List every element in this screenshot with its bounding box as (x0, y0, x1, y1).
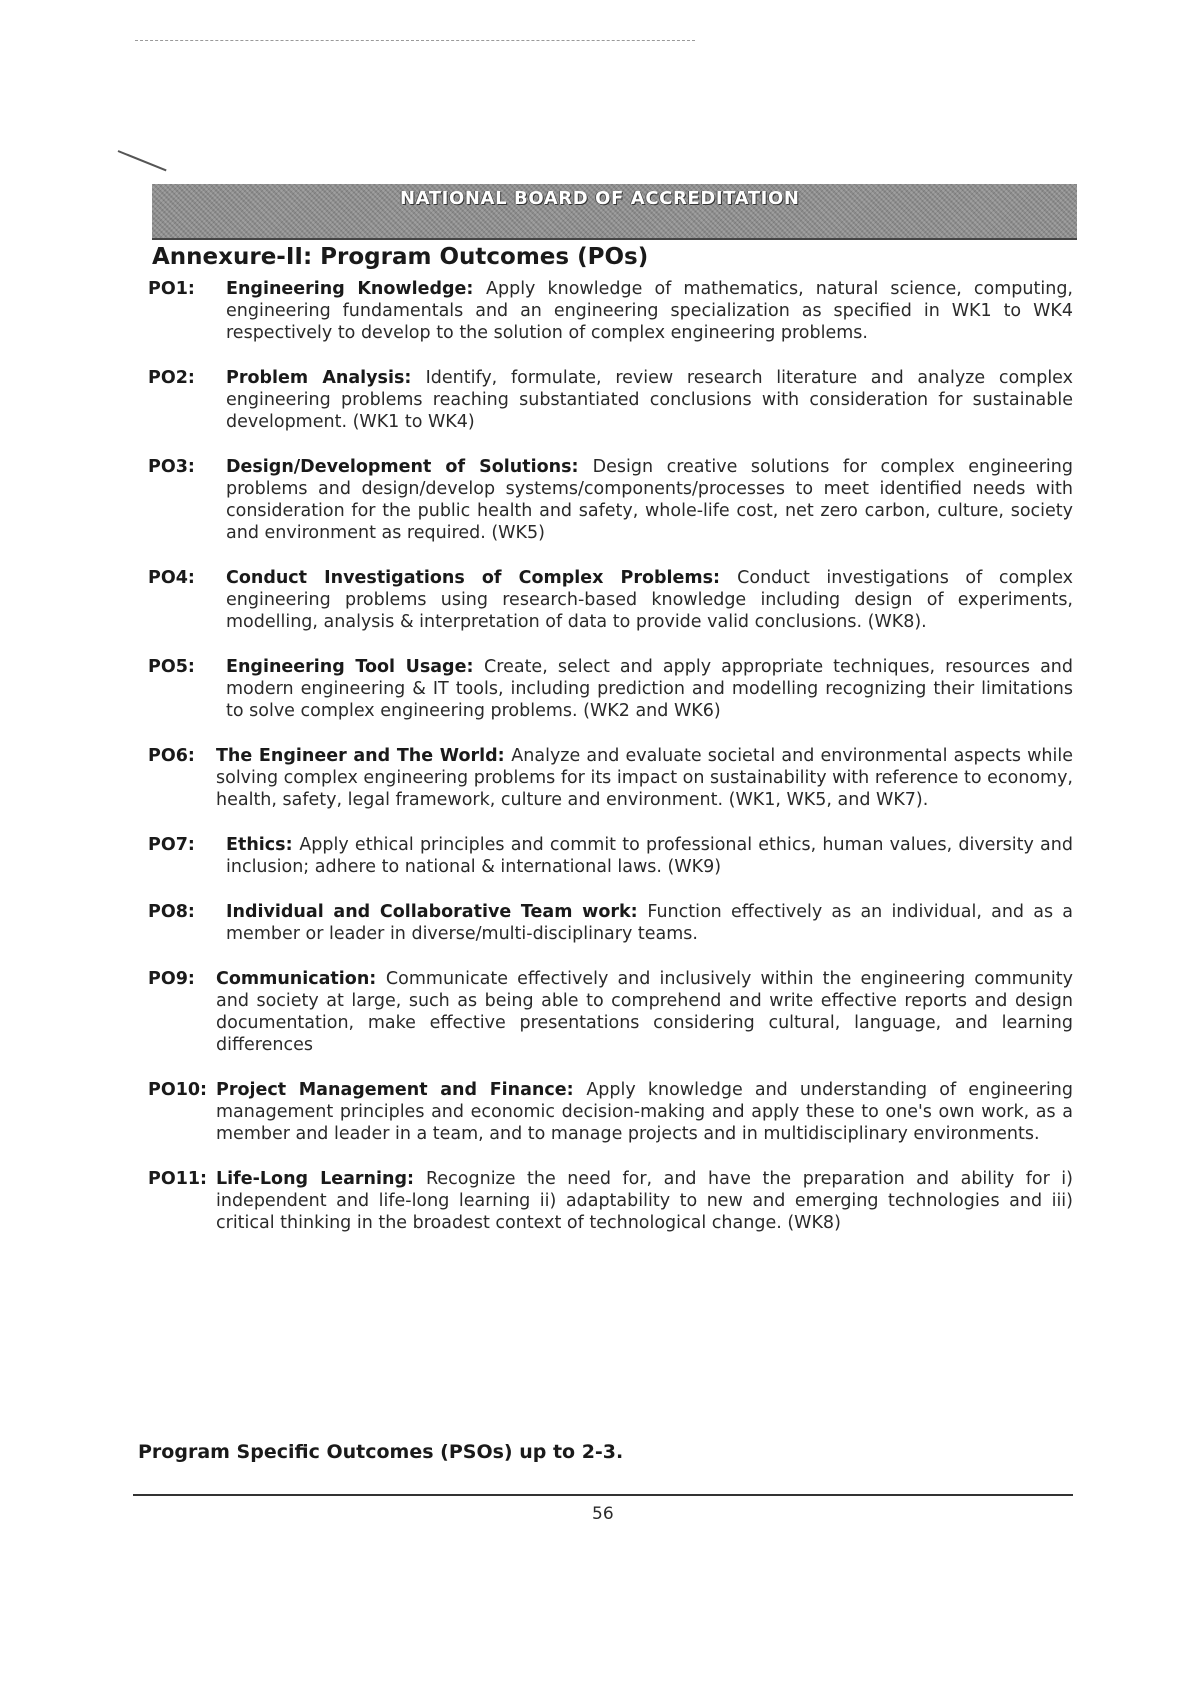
outcome-text: Recognize the need for, and have the preparation and ability for i) independent and life-long learning ii) adaptability to new and emerging technologies and iii) critical thinking in the broadest context of technological change. (WK8) (216, 1169, 1073, 1233)
outcome-text: Apply ethical principles and commit to professional ethics, human values, diversity and inclusion; adhere to national & international laws. (WK9) (226, 835, 1073, 877)
outcome-heading: Individual and Collaborative Team work: (226, 902, 648, 922)
outcome-heading: Design/Development of Solutions: (226, 457, 593, 477)
outcome-code: PO7: (148, 835, 195, 855)
outcome-code: PO8: (148, 902, 195, 922)
outcome-text: Design creative solutions for complex engineering problems and design/develop systems/components/processes to meet identified needs with consideration for the public health and safety, whole-life cost, net zero carbon, culture, society and environment as required. (WK5) (226, 457, 1073, 543)
annexure-title: Annexure-II: Program Outcomes (POs) (152, 244, 649, 270)
outcome-text: Conduct investigations of complex engineering problems using research-based knowledge including design of experiments, modelling, analysis & interpretation of data to provide valid conclusions. (WK8). (226, 568, 1074, 632)
outcome-heading: Conduct Investigations of Complex Problems: (226, 568, 738, 588)
outcome-code: PO11: (148, 1169, 208, 1189)
corner-pen-mark (118, 150, 167, 171)
outcome-text: Function effectively as an individual, and as a member or leader in diverse/multi-disciplinary teams. (226, 902, 1073, 944)
program-outcomes-list (148, 278, 1073, 1257)
outcome-po9 (148, 968, 1073, 1056)
outcome-body (216, 968, 1073, 1056)
outcome-heading: The Engineer and The World: (216, 746, 512, 766)
outcome-body (216, 745, 1073, 811)
outcome-code: PO4: (148, 568, 195, 588)
outcome-po11 (148, 1168, 1073, 1234)
outcome-po7 (148, 834, 1073, 878)
outcome-body (226, 834, 1073, 878)
outcome-text: Create, select and apply appropriate techniques, resources and modern engineering & IT tools, including prediction and modelling recognizing their limitations to solve complex engineering problems. (WK2 and WK6) (226, 657, 1073, 721)
outcome-po10 (148, 1079, 1073, 1145)
outcome-heading: Project Management and Finance: (216, 1080, 587, 1100)
outcome-code: PO5: (148, 657, 195, 677)
banner-title: NATIONAL BOARD OF ACCREDITATION (400, 188, 800, 209)
outcome-text: Apply knowledge of mathematics, natural science, computing, engineering fundamentals and an engineering specialization as specified in WK1 to WK4 respectively to develop to the solution of complex engineering problems. (226, 279, 1073, 343)
outcome-po8 (148, 901, 1073, 945)
outcome-heading: Engineering Tool Usage: (226, 657, 485, 677)
outcome-text: Communicate effectively and inclusively within the engineering community and society at large, such as being able to comprehend and write effective reports and design documentation, make effective presentations considering cultural, language, and learning differences (216, 969, 1073, 1055)
page-number: 56 (592, 1504, 614, 1524)
outcome-po3 (148, 456, 1073, 544)
outcome-body (226, 901, 1073, 945)
outcome-code: PO6: (148, 746, 195, 766)
outcome-po2 (148, 367, 1073, 433)
outcome-code: PO10: (148, 1080, 208, 1100)
pso-note: Program Specific Outcomes (PSOs) up to 2-3. (138, 1441, 624, 1463)
outcome-body (216, 1168, 1073, 1234)
outcome-body (216, 1079, 1073, 1145)
outcome-code: PO1: (148, 279, 195, 299)
outcome-body (226, 567, 1073, 633)
top-decorative-rule (135, 40, 695, 41)
outcome-body (226, 278, 1073, 344)
outcome-body (226, 656, 1073, 722)
outcome-heading: Problem Analysis: (226, 368, 426, 388)
outcome-po6 (148, 745, 1073, 811)
outcome-body (226, 367, 1073, 433)
outcome-heading: Ethics: (226, 835, 300, 855)
outcome-heading: Life-Long Learning: (216, 1169, 427, 1189)
outcome-po1 (148, 278, 1073, 344)
footer-rule (133, 1494, 1073, 1496)
outcome-text: Analyze and evaluate societal and environmental aspects while solving complex engineering problems for its impact on sustainability with reference to economy, health, safety, legal framework, culture and environment. (WK1, WK5, and WK7). (216, 746, 1073, 810)
outcome-code: PO3: (148, 457, 195, 477)
outcome-heading: Engineering Knowledge: (226, 279, 486, 299)
outcome-heading: Communication: (216, 969, 386, 989)
outcome-code: PO9: (148, 969, 195, 989)
outcome-body (226, 456, 1073, 544)
outcome-po4 (148, 567, 1073, 633)
outcome-po5 (148, 656, 1073, 722)
outcome-text: Identify, formulate, review research literature and analyze complex engineering problems reaching substantiated conclusions with consideration for sustainable development. (WK1 to WK4) (226, 368, 1073, 432)
outcome-text: Apply knowledge and understanding of engineering management principles and economic decision-making and apply these to one's own work, as a member and leader in a team, and to manage projects and in multidisciplinary environments. (216, 1080, 1074, 1144)
outcome-code: PO2: (148, 368, 195, 388)
